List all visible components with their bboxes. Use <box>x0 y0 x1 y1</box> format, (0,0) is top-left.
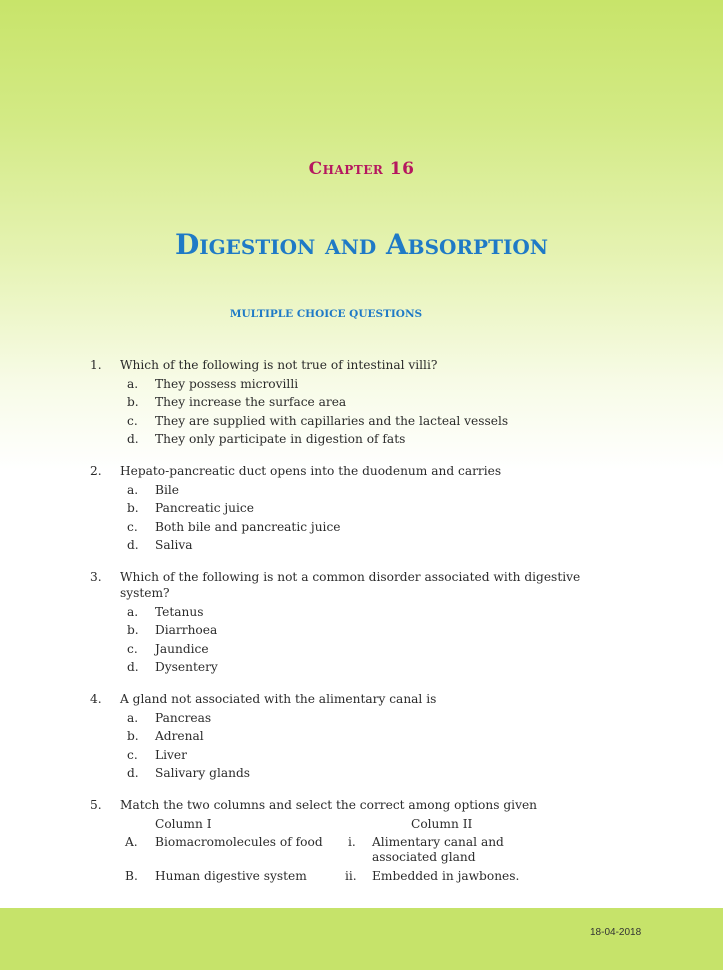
option-letter: d. <box>127 538 139 552</box>
footer-date: 18-04-2018 <box>590 927 642 938</box>
page-title: Digestion and Absorption <box>174 228 549 261</box>
option-text: Both bile and pancreatic juice <box>155 519 341 534</box>
option-letter: a. <box>127 710 139 725</box>
option-letter: a. <box>127 482 139 497</box>
option-letter: a. <box>127 376 139 391</box>
option-text: They increase the surface area <box>155 395 347 409</box>
option-text: Bile <box>155 482 179 497</box>
option-letter: c. <box>127 641 138 656</box>
option-letter: d. <box>127 432 139 446</box>
option-letter: a. <box>127 604 139 619</box>
option-letter: d. <box>127 660 139 674</box>
option-letter: b. <box>127 729 139 743</box>
option-letter: c. <box>127 747 138 762</box>
question-text: A gland not associated with the alimentary canal is <box>120 692 437 706</box>
footer-band <box>0 908 723 970</box>
match-row-numeral: i. <box>348 835 356 849</box>
option-text: Diarrhoea <box>155 623 218 637</box>
column-header-2: Column II <box>411 816 473 831</box>
question-text-continued: system? <box>120 586 170 600</box>
question-number: 1. <box>90 358 102 372</box>
match-row-text: Biomacromolecules of food <box>155 835 323 849</box>
option-text: Jaundice <box>155 641 209 656</box>
column-header-1: Column I <box>155 816 212 831</box>
option-text: Dysentery <box>155 660 218 674</box>
section-heading: MULTIPLE CHOICE QUESTIONS <box>229 308 423 320</box>
chapter-heading: Chapter 16 <box>308 159 415 179</box>
question-text: Match the two columns and select the correct among options given <box>120 798 538 812</box>
option-text: Liver <box>155 747 187 762</box>
option-letter: c. <box>127 413 138 428</box>
match-row-answer-continued: associated gland <box>372 850 476 864</box>
option-text: Pancreas <box>155 710 212 725</box>
option-text: Salivary glands <box>155 766 251 780</box>
match-row-numeral: ii. <box>345 868 357 883</box>
match-row-letter: A. <box>125 835 138 849</box>
option-text: They possess microvilli <box>155 376 299 391</box>
question-number: 3. <box>90 570 102 584</box>
option-letter: b. <box>127 395 139 409</box>
option-text: Tetanus <box>155 604 204 619</box>
option-text: They only participate in digestion of fats <box>155 432 406 446</box>
option-letter: b. <box>127 623 139 637</box>
question-number: 4. <box>90 692 102 706</box>
match-row-answer: Embedded in jawbones. <box>372 868 520 883</box>
question-text: Hepato-pancreatic duct opens into the duodenum and carries <box>120 464 502 478</box>
question-number: 5. <box>90 798 102 812</box>
match-row-text: Human digestive system <box>155 868 307 883</box>
option-letter: b. <box>127 501 139 515</box>
option-text: Pancreatic juice <box>155 501 254 515</box>
option-text: They are supplied with capillaries and the lacteal vessels <box>155 413 509 428</box>
option-text: Saliva <box>155 538 193 552</box>
option-letter: c. <box>127 519 138 534</box>
match-row-letter: B. <box>125 868 138 883</box>
match-row-answer: Alimentary canal and <box>372 835 504 849</box>
question-text: Which of the following is not true of intestinal villi? <box>120 358 438 372</box>
option-letter: d. <box>127 766 139 780</box>
question-text: Which of the following is not a common disorder associated with digestive <box>120 570 581 584</box>
question-number: 2. <box>90 464 102 478</box>
option-text: Adrenal <box>155 729 204 743</box>
